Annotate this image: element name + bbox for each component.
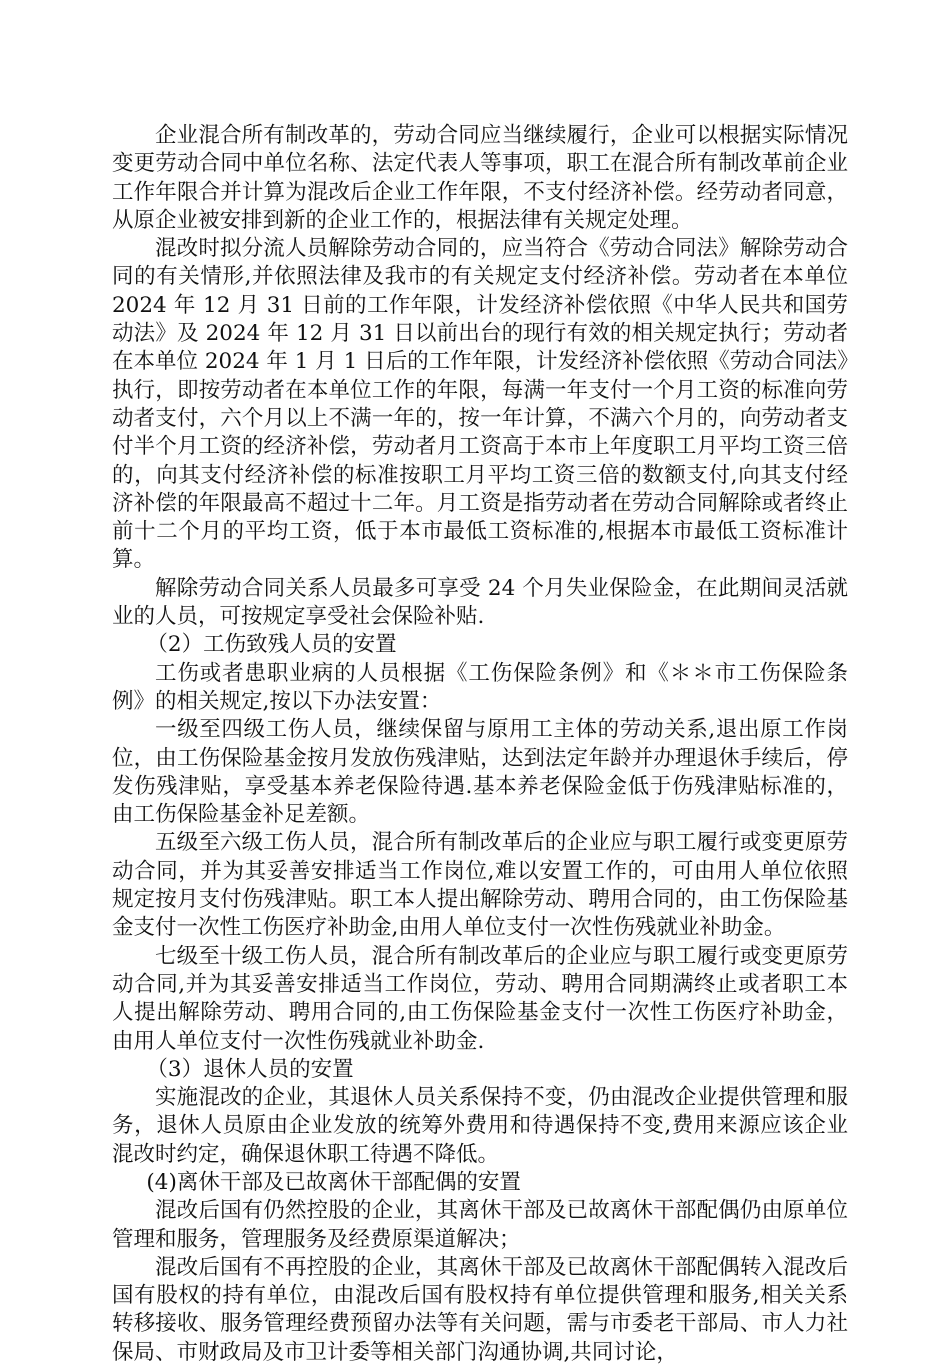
paragraph-work-injury-regulations: 工伤或者患职业病的人员根据《工伤保险条例》和《＊＊市工伤保险条例》的相关规定,按以下办法安置： [112, 660, 848, 714]
heading-retired-cadre-placement: (4)离休干部及已故离休干部配偶的安置 [146, 1169, 521, 1195]
paragraph-state-controlled: 混改后国有仍然控股的企业，其离休干部及已故离休干部配偶仍由原单位管理和服务，管理服务及经费原渠道解决； [112, 1198, 848, 1252]
paragraph-level-5-6-injury: 五级至六级工伤人员，混合所有制改革后的企业应与职工履行或变更原劳动合同，并为其妥善安排适当工作岗位,难以安置工作的，可由用人单位依照规定按月支付伤残津贴。职工本人提出解除劳动、聘用合同的，由工伤保险基金支付一次性工伤医疗补助金,由用人单位支付一次性伤残就业补助金。 [112, 830, 848, 941]
paragraph-unemployment-insurance: 解除劳动合同关系人员最多可享受 24 个月失业保险金，在此期间灵活就业的人员，可按规定享受社会保险补贴. [112, 575, 848, 630]
paragraph-level-1-4-injury: 一级至四级工伤人员，继续保留与原用工主体的劳动关系,退出原工作岗位，由工伤保险基金按月发放伤残津贴，达到法定年龄并办理退休手续后，停发伤残津贴，享受基本养老保险待遇.基本养老保险金低于伤残津贴标准的，由工伤保险基金补足差额。 [112, 717, 848, 828]
paragraph-labor-contract-termination: 混改时拟分流人员解除劳动合同的，应当符合《劳动合同法》解除劳动合同的有关情形,并依照法律及我市的有关规定支付经济补偿。劳动者在本单位 2024 年 12 月 31 日前的工作年限，计发经济补偿依照《中华人民共和国劳动法》及 2024 年 12 月 31 日以前出台的现行有效的相关规定执行；劳动者在本单位 2024 年 1 月 1 日后的工作年限，计发经济补偿依照《劳动合同法》执行，即按劳动者在本单位工作的年限，每满一年支付一个月工资的标准向劳动者支付，六个月以上不满一年的，按一年计算，不满六个月的，向劳动者支付半个月工资的经济补偿，劳动者月工资高于本市上年度职工月平均工资三倍的，向其支付经济补偿的标准按职工月平均工资三倍的数额支付,向其支付经济补偿的年限最高不超过十二年。月工资是指劳动者在劳动合同解除或者终止前十二个月的平均工资，低于本市最低工资标准的,根据本市最低工资标准计算。 [112, 236, 848, 573]
document-body [112, 122, 848, 1367]
heading-work-injury-placement: （2）工伤致残人员的安置 [146, 632, 397, 658]
paragraph-level-7-10-injury: 七级至十级工伤人员，混合所有制改革后的企业应与职工履行或变更原劳动合同,并为其妥善安排适当工作岗位，劳动、聘用合同期满终止或者职工本人提出解除劳动、聘用合同的,由工伤保险基金支付一次性工伤医疗补助金，由用人单位支付一次性伤残就业补助金. [112, 943, 848, 1054]
paragraph-non-state-controlled: 混改后国有不再控股的企业，其离休干部及已故离休干部配偶转入混改后国有股权的持有单位，由混改后国有股权持有单位提供管理和服务,相关关系转移接收、服务管理经费预留办法等有关问题，需与市委老干部局、市人力社保局、市财政局及市卫计委等相关部门沟通协调,共同讨论， [112, 1254, 848, 1365]
paragraph-retiree-relations: 实施混改的企业，其退休人员关系保持不变，仍由混改企业提供管理和服务，退休人员原由企业发放的统筹外费用和待遇保持不变,费用来源应该企业混改时约定，确保退休职工待遇不降低。 [112, 1085, 848, 1167]
heading-retiree-placement: （3）退休人员的安置 [146, 1056, 354, 1082]
paragraph-enterprise-mixed-ownership: 企业混合所有制改革的，劳动合同应当继续履行，企业可以根据实际情况变更劳动合同中单位名称、法定代表人等事项，职工在混合所有制改革前企业工作年限合并计算为混改后企业工作年限，不支付经济补偿。经劳动者同意，从原企业被安排到新的企业工作的，根据法律有关规定处理。 [112, 123, 848, 233]
